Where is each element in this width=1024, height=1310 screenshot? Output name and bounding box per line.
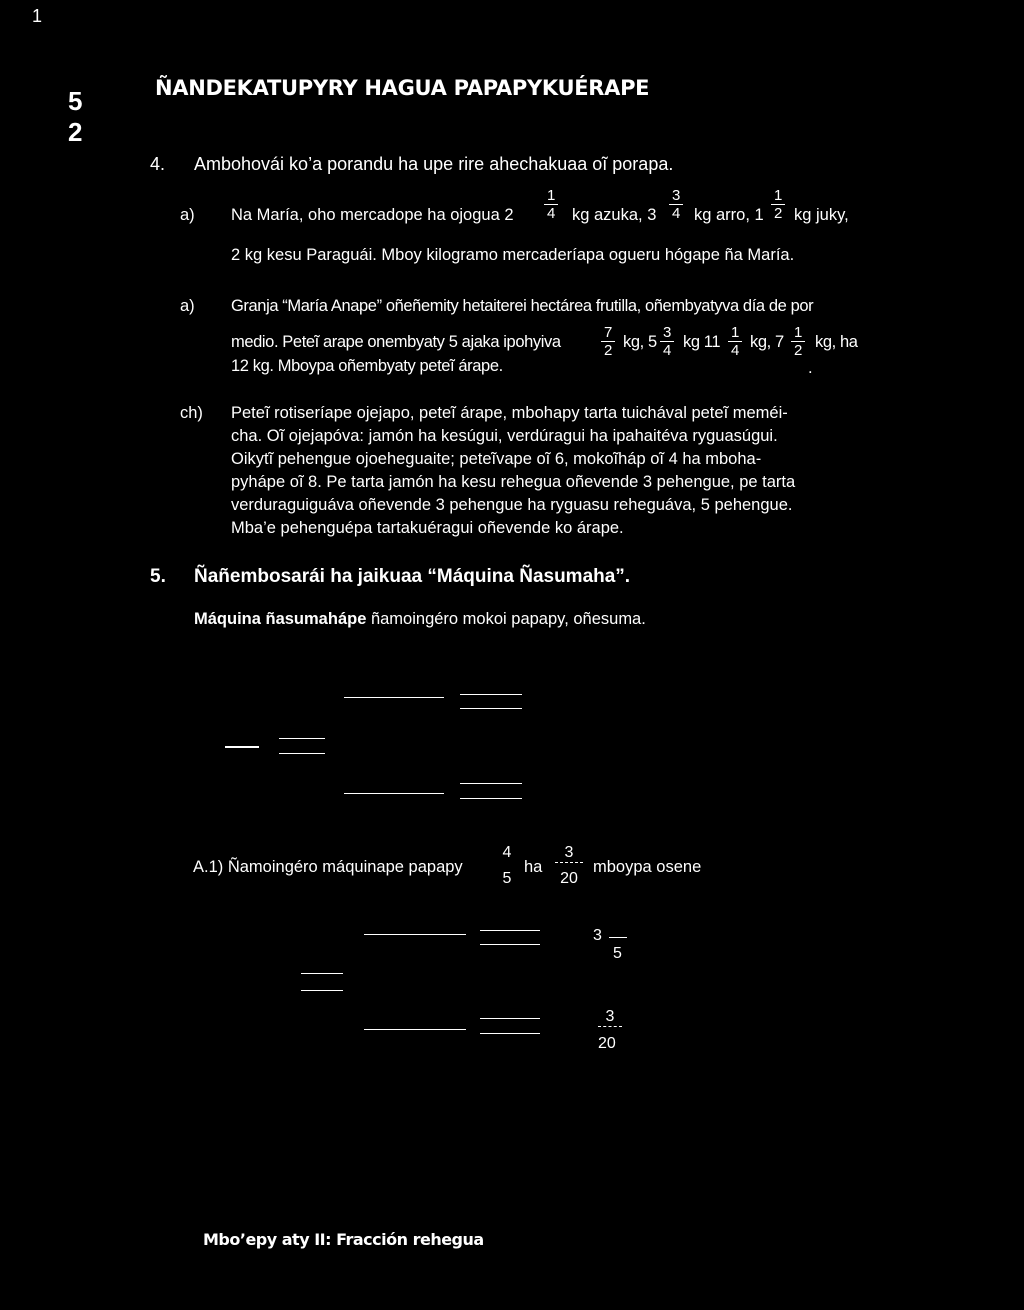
q5a1-fraction-2: 3 20 (555, 844, 583, 888)
q4a1-label: a) (180, 206, 195, 224)
q4a1-text-3: kg arro, 1 (694, 206, 764, 224)
q4-prompt: Ambohovái ko’a porandu ha upe rire ahechakuaa oĩ porapa. (194, 154, 674, 174)
q5-description-bold: Máquina ñasumahápe (194, 610, 367, 628)
q4a2-text-3: kg 11 (683, 333, 721, 351)
fraction-line (480, 1033, 540, 1034)
q4a1-text-2: kg azuka, 3 (572, 206, 657, 224)
q5a1-label: A.1) Ñamoingéro máquinape papapy (193, 858, 463, 876)
q4a2-line-3: 12 kg. Mboypa oñembyaty peteĩ árape. (231, 357, 503, 375)
input-line (364, 934, 466, 935)
q4a2-fraction-4: $\frac{1}{2}$ (791, 324, 805, 359)
corner-mark: 1 (32, 6, 43, 26)
q5-description (194, 608, 646, 631)
q5-prompt: Ñañembosarái ha jaikuaa “Máquina Ñasumaha”. (194, 566, 631, 587)
q4a2-fraction-3: $\frac{1}{4}$ (728, 324, 742, 359)
fraction-line (301, 973, 343, 974)
fraction-line (460, 708, 522, 709)
q4ch-line: Mba’e pehenguépa tartakuéragui oñevende ko árape. (231, 519, 624, 537)
fraction-line (480, 930, 540, 931)
diagram2-bottom-numerator: 3 (598, 1008, 622, 1027)
diagram2-top-denominator: 5 (613, 945, 622, 962)
fraction-line (279, 753, 325, 754)
q4ch-line: cha. Oĩ ojejapóva: jamón ha kesúgui, verdúragui ha ipahaitéva ryguasúgui. (231, 427, 778, 445)
footer-text: Mbo’epy aty II: Fracción rehegua (203, 1230, 484, 1249)
q4a2-label: a) (180, 297, 195, 315)
q4a2-text-4: kg, 7 (750, 333, 784, 351)
fraction-line (460, 694, 522, 695)
q4a1-fraction-1: $\frac{1}{4}$ (544, 187, 558, 222)
input-line (344, 793, 444, 794)
q5a1-conjunction: ha (524, 858, 543, 876)
q5a1-fraction-1: 4 5 (502, 844, 512, 887)
fraction-line (460, 783, 522, 784)
q4a1-fraction-3: $\frac{1}{2}$ (771, 187, 785, 222)
q4a2-text-5: kg, ha (815, 333, 858, 351)
q4ch-label: ch) (180, 404, 203, 422)
fraction-line (480, 944, 540, 945)
section-title: ÑANDEKATUPYRY HAGUA PAPAPYKUÉRAPE (155, 76, 650, 100)
fraction-line (460, 798, 522, 799)
q4ch-line: pyhápe oĩ 8. Pe tarta jamón ha kesu rehegua oñevende 3 pehengue, pe tarta (231, 473, 796, 491)
q5-description-rest: ñamoingéro mokoi papapy, oñesuma. (366, 610, 646, 628)
q5-number: 5. (150, 566, 166, 587)
q4a1-line-2: 2 kg kesu Paraguái. Mboy kilogramo mercaderíapa ogueru hógape ña María. (231, 246, 795, 264)
q4a2-fraction-2: $\frac{3}{4}$ (660, 324, 674, 359)
q4a1-fraction-2: $\frac{3}{4}$ (669, 187, 683, 222)
q4a2-text-2: kg, 5 (623, 333, 657, 351)
q4a2-fraction-1: $\frac{7}{2}$ (601, 324, 615, 359)
fraction-bar (609, 937, 627, 938)
fraction-line (480, 1018, 540, 1019)
q4ch-line: Oikytĩ pehengue ojoeheguaite; peteĩvape oĩ 6, mokoĩháp oĩ 4 ha mboha- (231, 450, 762, 468)
q4a1-text-4: kg juky, (794, 206, 849, 224)
q4a2-trailing-dot: . (808, 359, 813, 377)
q4ch-line: Peteĩ rotiseríape ojejapo, peteĩ árape, mbohapy tarta tuichával peteĩ meméi- (231, 404, 788, 422)
page-number-partial: 5 2 (68, 86, 83, 147)
q4ch-line: verduraguiguáva oñevende 3 pehengue ha ryguasu reheguáva, 5 pehengue. (231, 496, 793, 514)
fraction-line (301, 990, 343, 991)
diagram2-bottom-denominator: 20 (598, 1035, 616, 1052)
q4-number: 4. (150, 154, 166, 174)
q4ch-paragraph (231, 402, 871, 540)
q4a2-line-1: Granja “María Anape” oñeñemity hetaiterei hectárea frutilla, oñembyatyva día de por (231, 297, 814, 315)
q4a1-text-1: Na María, oho mercadope ha ojogua 2 (231, 206, 514, 224)
fraction-line (279, 738, 325, 739)
output-line (225, 746, 259, 748)
input-line (344, 697, 444, 698)
diagram2-top-numerator: 3 (593, 927, 602, 944)
q5a1-tail: mboypa osene (593, 858, 702, 876)
input-line (364, 1029, 466, 1030)
q4a2-text-1: medio. Peteĩ arape onembyaty 5 ajaka ipohyiva (231, 333, 561, 351)
